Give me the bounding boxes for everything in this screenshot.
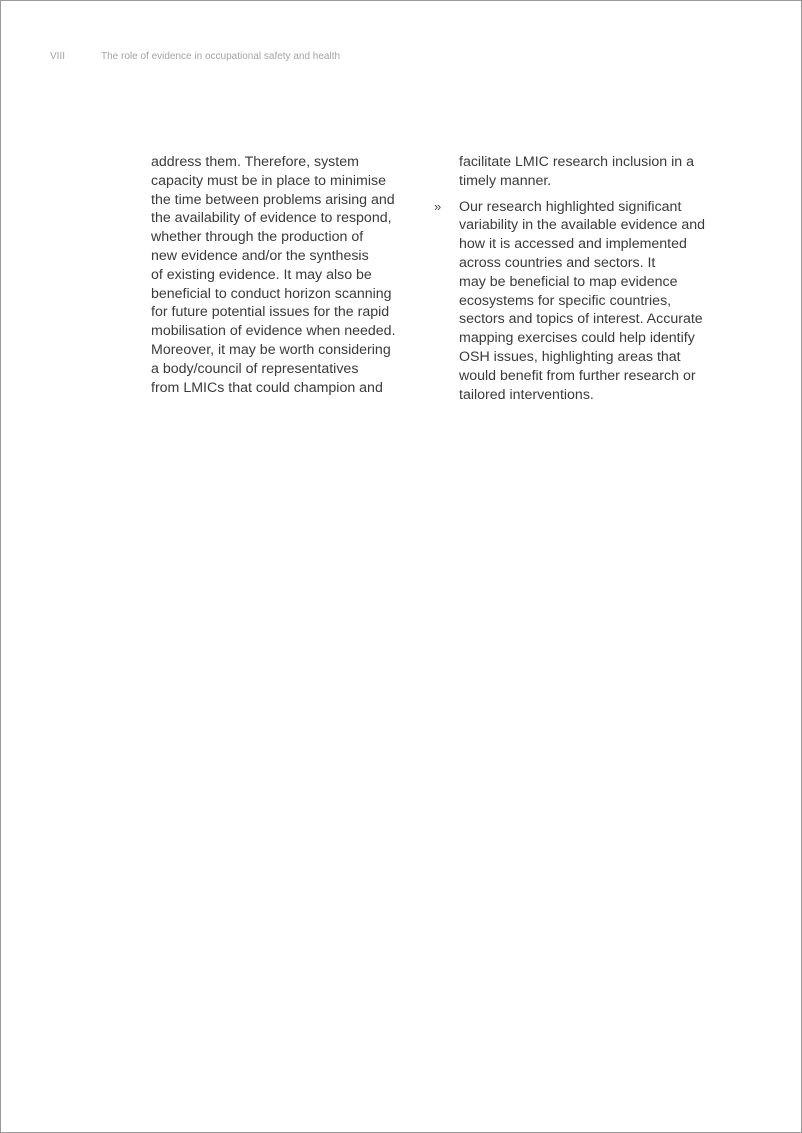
text-line: Moreover, it may be worth considering [151, 341, 391, 358]
bullet-item [434, 198, 719, 405]
running-title: The role of evidence in occupational safety and health [101, 51, 341, 62]
text-line: the availability of evidence to respond, [151, 210, 392, 227]
text-line: mobilisation of evidence when needed. [151, 323, 396, 340]
text-line: across countries and sectors. It [459, 254, 656, 271]
text-line: would benefit from further research or [459, 367, 696, 384]
bullet-marker: » [434, 198, 442, 214]
text-line: ecosystems for specific countries, [459, 292, 672, 309]
text-line: Our research highlighted significant [459, 198, 682, 215]
text-line: from LMICs that could champion and [151, 379, 383, 396]
right-text-column [434, 153, 719, 404]
text-line: tailored interventions. [459, 386, 594, 403]
text-line: for future potential issues for the rapid [151, 304, 390, 321]
page-number: VIII [50, 51, 66, 62]
text-line: may be beneficial to map evidence [459, 273, 678, 290]
text-line: OSH issues, highlighting areas that [459, 348, 681, 365]
text-line: of existing evidence. It may also be [151, 266, 372, 283]
text-line: capacity must be in place to minimise [151, 172, 386, 189]
text-line: address them. Therefore, system [151, 154, 359, 170]
text-line: a body/council of representatives [151, 360, 359, 377]
text-line: timely manner. [459, 172, 552, 189]
text-line: variability in the available evidence and [459, 217, 706, 234]
running-header [50, 51, 340, 62]
text-line: whether through the production of [151, 229, 364, 246]
text-line: facilitate LMIC research inclusion in a [459, 154, 694, 170]
text-line: mapping exercises could help identify [459, 330, 695, 347]
text-line: new evidence and/or the synthesis [151, 247, 369, 264]
text-line: how it is accessed and implemented [459, 236, 687, 253]
text-line: sectors and topics of interest. Accurate [459, 311, 703, 328]
text-line: the time between problems arising and [151, 191, 395, 208]
left-text-column [151, 153, 401, 397]
text-line: beneficial to conduct horizon scanning [151, 285, 392, 302]
